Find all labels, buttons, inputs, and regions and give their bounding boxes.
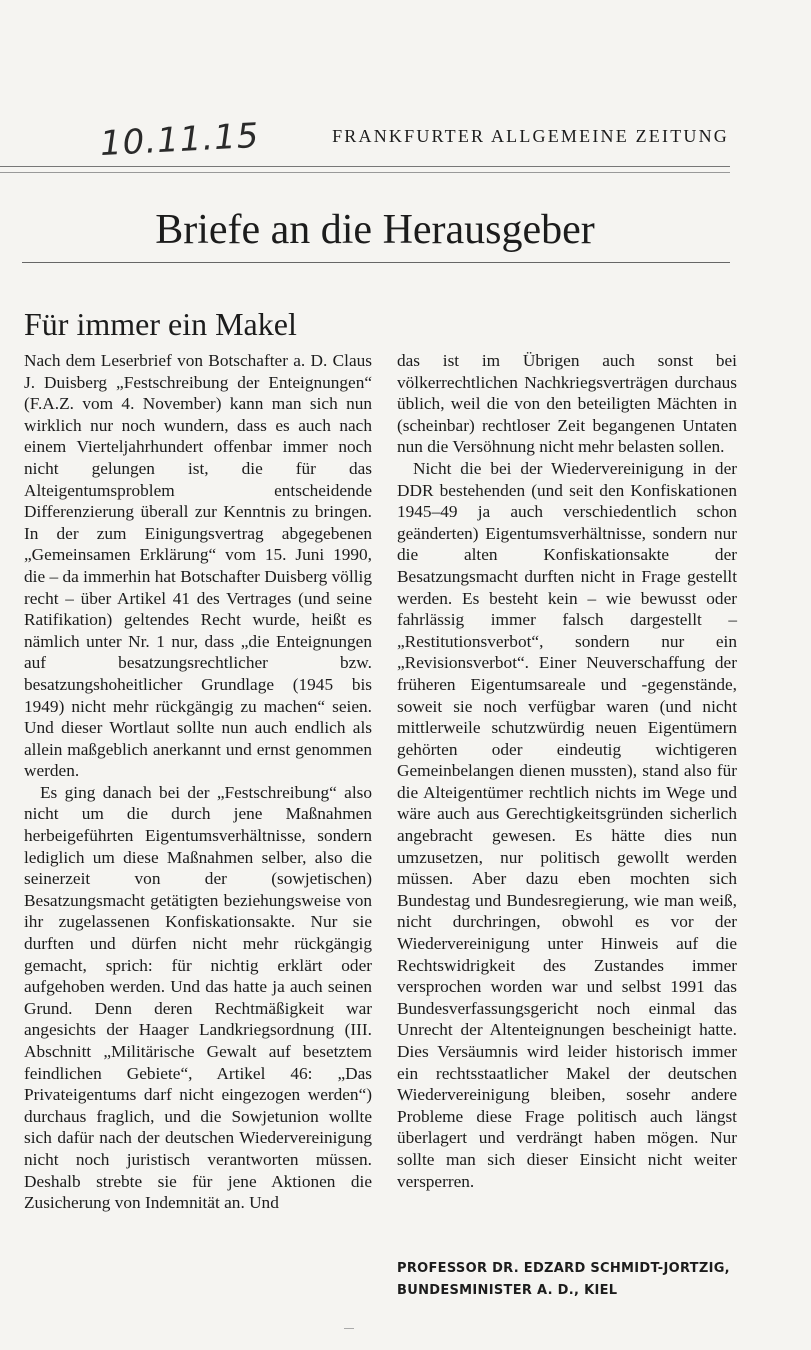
paragraph: das ist im Übrigen auch sonst bei völkerrechtlichen Nachkriegsverträgen durchaus üblich, weil die von den beteiligten Mächten in (scheinbar) rechtloser Zeit begangenen Untaten nun die Versöhnung nicht mehr belasten sollen. xyxy=(397,351,737,457)
article-headline: Für immer ein Makel xyxy=(24,306,297,342)
top-rule xyxy=(0,166,730,167)
paragraph: Es ging danach bei der „Festschreibung“ also nicht um die durch jene Maßnahmen herbeigeführten Eigentumsverhältnisse, sondern lediglich um diese Maßnahmen selber, also die seinerzeit von der (sowjetischen) Besatzungsmacht getätigten beziehungsweise von ihr zugelassenen Konfiskationsakte. Nur sie durften und dürfen nicht mehr rückgängig gemacht, sprich: für nichtig erklärt oder aufgehoben werden. Und das hatte ja auch seinen Grund. Denn deren Rechtmäßigkeit war angesichts der Haager Landkriegsordnung (III. Abschnitt „Militärische Gewalt auf besetztem feindlichen Gebiete“, Artikel 46: „Das Privateigentums darf nicht eingezogen werden“) durchaus fraglich, und die Sowjetunion wollte sich dafür nach der deutschen Wiedervereinigung nicht noch juristisch verantworten müssen. Deshalb strebte sie für jene Aktionen die Zusicherung von Indemnität an. Und xyxy=(24,782,372,1213)
newspaper-masthead: FRANKFURTER ALLGEMEINE ZEITUNG xyxy=(332,126,729,146)
paragraph: Nicht die bei der Wiedervereinigung in der DDR bestehenden (und seit den Konfiskationen 1945–49 ja auch verschiedentlich schon geänderten) Eigentumsverhältnisse, sondern nur die alten Konfiskationsakte der Besatzungsmacht durften nicht in Frage gestellt werden. Es besteht kein – wie bewusst oder fahrlässig immer falsch dargestellt – „Restitutionsverbot“, sondern nur ein „Revisionsverbot“. Einer Neuverschaffung der früheren Eigentumsareale und -gegenstände, soweit sie noch verfügbar waren (und nicht mittlerweile schutzwürdig neuen Eigentümern gehörten oder eindeutig wichtigeren Gemeinbelangen dienen mussten), stand also für die Alteigentümer rechtlich nichts im Wege und wäre auch aus Gerechtigkeitsgründen sicherlich angebracht gewesen. Es hätte dies nun umzusetzen, nur politisch gewollt werden müssen. Aber dazu eben mochten sich Bundestag und Bundesregierung, wie man weiß, nicht durchringen, obwohl es vor der Wiedervereinigung unter Hinweis auf die Rechtswidrigkeit des Zustandes immer versprochen worden war und selbst 1991 das Bundesverfassungsgericht noch einmal das Unrecht der Altenteignungen bescheinigt hatte. Dies Versäumnis wird leider historisch immer ein rechtsstaatlicher Makel der deutschen Wiedervereinigung bleiben, sosehr andere Probleme diese Frage politisch auch längst überlagert und verdrängt haben mögen. Nur sollte man sich dieser Einsicht nicht weiter versperren. xyxy=(397,458,737,1191)
paragraph: Nach dem Leserbrief von Botschafter a. D. Claus J. Duisberg „Festschreibung der Enteignungen“ (F.A.Z. vom 4. November) kann man sich nun wirklich nur noch wundern, dass es auch nach einem Vierteljahrhundert offenbar immer noch nicht gelungen ist, die für das Alteigentumsproblem entscheidende Differenzierung überall zur Kenntnis zu bringen. In der zum Einigungsvertrag abgegebenen „Gemeinsamen Erklärung“ vom 15. Juni 1990, die – da immerhin hat Botschafter Duisberg völlig recht – über Artikel 41 des Vertrages (und seine Ratifikation) geltendes Recht wurde, heißt es nämlich unter Nr. 1 nur, dass „die Enteignungen auf besatzungsrechtlicher bzw. besatzungshoheitlicher Grundlage (1945 bis 1949) nicht mehr rückgängig zu machen“ seien. Und dieser Wortlaut sollte nun auch endlich als allein maßgeblich anerkannt und ernst genommen werden. xyxy=(24,351,372,781)
bottom-mark xyxy=(344,1328,354,1329)
top-rule-secondary xyxy=(0,172,730,173)
section-title: Briefe an die Herausgeber xyxy=(155,207,595,253)
section-rule xyxy=(22,262,730,263)
handwritten-date: 10.11.15 xyxy=(99,115,261,165)
article-column-right xyxy=(397,350,737,1192)
author-signature xyxy=(397,1258,737,1302)
article-column-left xyxy=(24,350,372,1214)
author-title: BUNDESMINISTER A. D., KIEL xyxy=(397,1283,618,1298)
author-name: PROFESSOR DR. EDZARD SCHMIDT-JORTZIG, xyxy=(397,1261,730,1276)
